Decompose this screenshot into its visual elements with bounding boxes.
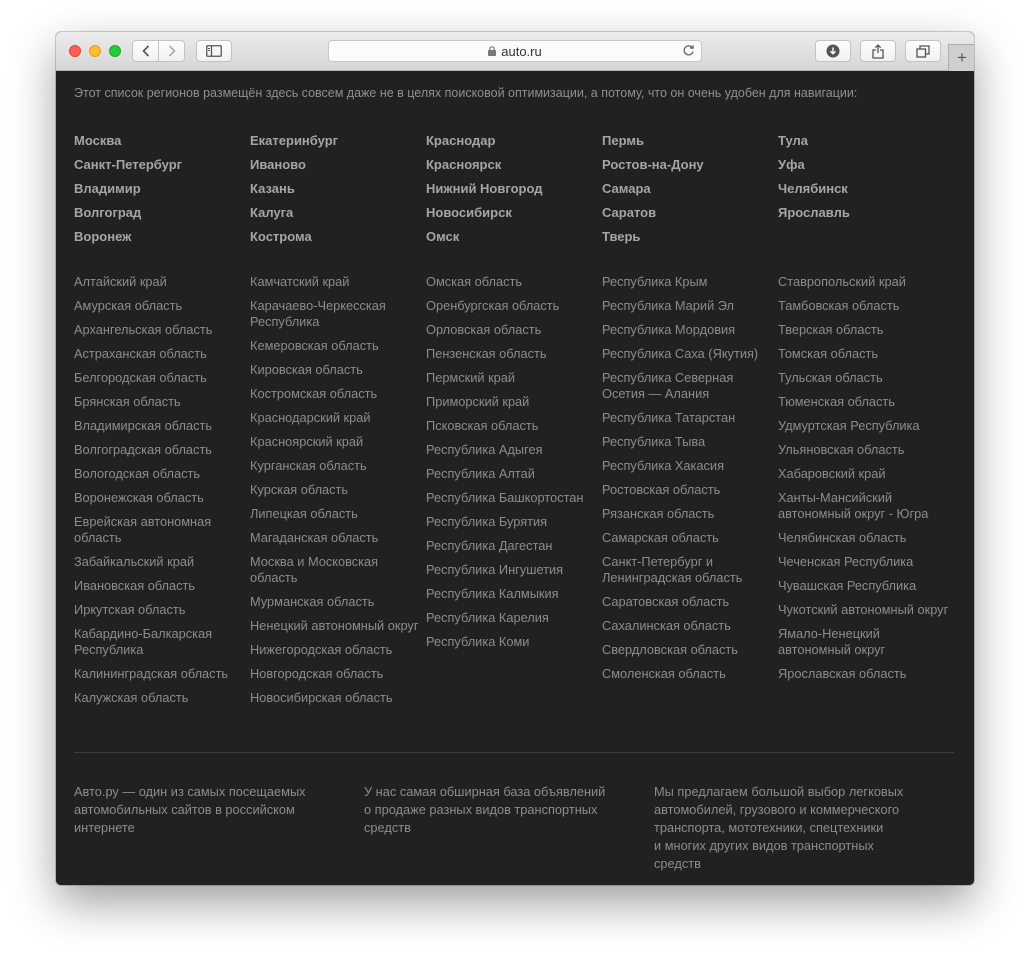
region-link[interactable]: Томская область	[778, 346, 878, 361]
city-link[interactable]: Омск	[426, 229, 460, 244]
region-link[interactable]: Ярославская область	[778, 666, 907, 681]
region-link[interactable]: Красноярский край	[250, 434, 364, 449]
region-link[interactable]: Архангельская область	[74, 322, 213, 337]
city-link[interactable]: Красноярск	[426, 157, 502, 172]
tabs-icon	[916, 45, 930, 58]
forward-button[interactable]	[158, 40, 185, 62]
region-link[interactable]: Омская область	[426, 274, 523, 289]
region-link[interactable]: Еврейская автономная область	[74, 514, 212, 545]
region-link[interactable]: Ивановская область	[74, 578, 196, 593]
back-button[interactable]	[132, 40, 159, 62]
chevron-left-icon	[142, 45, 150, 57]
share-button[interactable]	[860, 40, 896, 62]
region-link[interactable]: Республика Адыгея	[426, 442, 543, 457]
sidebar-icon	[206, 45, 222, 57]
region-link[interactable]: Свердловская область	[602, 642, 738, 657]
region-link[interactable]: Кировская область	[250, 362, 363, 377]
city-link[interactable]: Воронеж	[74, 229, 132, 244]
city-link[interactable]: Ростов-на-Дону	[602, 157, 704, 172]
region-link[interactable]: Оренбургская область	[426, 298, 560, 313]
region-link[interactable]: Псковская область	[426, 418, 539, 433]
region-link[interactable]: Астраханская область	[74, 346, 207, 361]
region-link[interactable]: Тверская область	[778, 322, 884, 337]
city-link[interactable]: Краснодар	[426, 133, 496, 148]
intro-text: Этот список регионов размещён здесь совсем даже не в целях поисковой оптимизации, а потому, что он очень удобен для навигации:	[74, 86, 858, 100]
url-text: auto.ru	[501, 43, 542, 59]
region-link[interactable]: Курганская область	[250, 458, 367, 473]
region-link[interactable]: Краснодарский край	[250, 410, 371, 425]
city-link[interactable]: Новосибирск	[426, 205, 512, 220]
region-link[interactable]: Орловская область	[426, 322, 542, 337]
region-link[interactable]: Тамбовская область	[778, 298, 900, 313]
region-link[interactable]: Удмуртская Республика	[778, 418, 920, 433]
region-column	[426, 274, 598, 658]
region-link[interactable]: Республика Коми	[426, 634, 530, 649]
city-link[interactable]: Волгоград	[74, 205, 142, 220]
region-link[interactable]: Сахалинская область	[602, 618, 731, 633]
city-link[interactable]: Тула	[778, 133, 808, 148]
region-link[interactable]: Смоленская область	[602, 666, 726, 681]
reload-icon[interactable]	[682, 44, 695, 57]
plus-icon: +	[957, 48, 967, 67]
minimize-window-button[interactable]	[89, 45, 101, 57]
region-column	[602, 274, 774, 690]
city-link[interactable]: Москва	[74, 133, 122, 148]
region-link[interactable]: Волгоградская область	[74, 442, 212, 457]
region-link[interactable]: Белгородская область	[74, 370, 207, 385]
region-link[interactable]: Республика Крым	[602, 274, 708, 289]
region-column	[778, 274, 950, 690]
footer-text-3: Мы предлагаем большой выбор легковых автомобилей, грузового и коммерческого транспорта, мототехники, спецтехники и многих других видов транспортных средств	[654, 784, 904, 871]
page-content	[56, 71, 974, 885]
region-link[interactable]: Чувашская Республика	[778, 578, 917, 593]
region-link[interactable]: Калининградская область	[74, 666, 229, 681]
region-link[interactable]: Кемеровская область	[250, 338, 379, 353]
region-link[interactable]: Республика Алтай	[426, 466, 535, 481]
region-link[interactable]: Брянская область	[74, 394, 181, 409]
city-link[interactable]: Пермь	[602, 133, 644, 148]
sidebar-toggle-button[interactable]	[196, 40, 232, 62]
city-link[interactable]: Санкт-Петербург	[74, 157, 183, 172]
city-column	[426, 132, 598, 252]
maximize-window-button[interactable]	[109, 45, 121, 57]
close-window-button[interactable]	[69, 45, 81, 57]
city-column	[250, 132, 422, 252]
region-link[interactable]: Санкт-Петербург и Ленинградская область	[602, 554, 743, 585]
region-link[interactable]: Магаданская область	[250, 530, 379, 545]
region-link[interactable]: Республика Северная Осетия — Алания	[602, 370, 734, 401]
region-link[interactable]: Республика Татарстан	[602, 410, 736, 425]
address-bar[interactable]	[328, 40, 702, 62]
city-link[interactable]: Иваново	[250, 157, 306, 172]
region-link[interactable]: Иркутская область	[74, 602, 186, 617]
region-link[interactable]: Воронежская область	[74, 490, 204, 505]
region-link[interactable]: Ненецкий автономный округ	[250, 618, 419, 633]
region-link[interactable]: Вологодская область	[74, 466, 201, 481]
region-link[interactable]: Алтайский край	[74, 274, 167, 289]
region-link[interactable]: Ханты-Мансийский автономный округ - Югра	[778, 490, 929, 521]
region-link[interactable]: Ульяновская область	[778, 442, 905, 457]
new-tab-button[interactable]	[948, 44, 974, 71]
tab-overview-button[interactable]	[905, 40, 941, 62]
region-link[interactable]: Новгородская область	[250, 666, 384, 681]
divider	[74, 752, 954, 753]
region-link[interactable]: Приморский край	[426, 394, 530, 409]
region-link[interactable]: Республика Саха (Якутия)	[602, 346, 759, 361]
region-link[interactable]: Республика Хакасия	[602, 458, 725, 473]
region-link[interactable]: Самарская область	[602, 530, 719, 545]
region-link[interactable]: Республика Мордовия	[602, 322, 736, 337]
region-link[interactable]: Калужская область	[74, 690, 189, 705]
city-link[interactable]: Самара	[602, 181, 651, 196]
region-link[interactable]: Ростовская область	[602, 482, 721, 497]
city-link[interactable]: Екатеринбург	[250, 133, 339, 148]
region-link[interactable]: Республика Ингушетия	[426, 562, 564, 577]
region-link[interactable]: Республика Бурятия	[426, 514, 548, 529]
region-link[interactable]: Ставропольский край	[778, 274, 906, 289]
region-link[interactable]: Республика Карелия	[426, 610, 549, 625]
region-link[interactable]: Владимирская область	[74, 418, 213, 433]
region-link[interactable]: Забайкальский край	[74, 554, 195, 569]
region-link[interactable]: Курская область	[250, 482, 349, 497]
city-link[interactable]: Уфа	[778, 157, 805, 172]
region-column	[250, 274, 422, 714]
city-link[interactable]: Ярославль	[778, 205, 850, 220]
city-link[interactable]: Саратов	[602, 205, 657, 220]
region-link[interactable]: Республика Марий Эл	[602, 298, 735, 313]
footer-text-1: Авто.ру — один из самых посещаемых автомобильных сайтов в российском интернете	[74, 784, 306, 835]
region-link[interactable]: Костромская область	[250, 386, 378, 401]
region-link[interactable]: Липецкая область	[250, 506, 358, 521]
region-link[interactable]: Новосибирская область	[250, 690, 393, 705]
region-link[interactable]: Чукотский автономный округ	[778, 602, 949, 617]
region-link[interactable]: Рязанская область	[602, 506, 715, 521]
city-link[interactable]: Челябинск	[778, 181, 848, 196]
browser-window	[56, 32, 974, 885]
region-link[interactable]: Камчатский край	[250, 274, 350, 289]
footer-text-2: У нас самая обширная база объявлений о продаже разных видов транспортных средств	[364, 784, 606, 835]
region-link[interactable]: Республика Калмыкия	[426, 586, 559, 601]
city-link[interactable]: Нижний Новгород	[426, 181, 543, 196]
region-link[interactable]: Республика Тыва	[602, 434, 706, 449]
city-link[interactable]: Казань	[250, 181, 295, 196]
region-link[interactable]: Карачаево-Черкесская Республика	[250, 298, 386, 329]
city-link[interactable]: Тверь	[602, 229, 641, 244]
browser-toolbar	[56, 32, 974, 71]
lock-icon	[488, 46, 496, 56]
city-link[interactable]: Владимир	[74, 181, 141, 196]
region-link[interactable]: Пермский край	[426, 370, 516, 385]
region-link[interactable]: Республика Башкортостан	[426, 490, 584, 505]
region-link[interactable]: Саратовская область	[602, 594, 730, 609]
city-column	[74, 132, 246, 252]
city-column	[602, 132, 774, 252]
chevron-right-icon	[168, 45, 176, 57]
region-link[interactable]: Хабаровский край	[778, 466, 886, 481]
region-link[interactable]: Пензенская область	[426, 346, 547, 361]
city-link[interactable]: Кострома	[250, 229, 312, 244]
region-link[interactable]: Тюменская область	[778, 394, 895, 409]
region-link[interactable]: Мурманская область	[250, 594, 375, 609]
region-link[interactable]: Челябинская область	[778, 530, 907, 545]
region-link[interactable]: Амурская область	[74, 298, 183, 313]
region-column	[74, 274, 246, 714]
region-link[interactable]: Ямало-Ненецкий автономный округ	[778, 626, 886, 657]
city-link[interactable]: Калуга	[250, 205, 294, 220]
share-icon	[872, 44, 884, 59]
region-link[interactable]: Чеченская Республика	[778, 554, 914, 569]
download-icon	[826, 44, 840, 58]
downloads-button[interactable]	[815, 40, 851, 62]
region-link[interactable]: Республика Дагестан	[426, 538, 553, 553]
region-link[interactable]: Москва и Московская область	[250, 554, 379, 585]
region-link[interactable]: Кабардино-Балкарская Республика	[74, 626, 213, 657]
city-column	[778, 132, 950, 228]
region-link[interactable]: Нижегородская область	[250, 642, 393, 657]
region-link[interactable]: Тульская область	[778, 370, 883, 385]
